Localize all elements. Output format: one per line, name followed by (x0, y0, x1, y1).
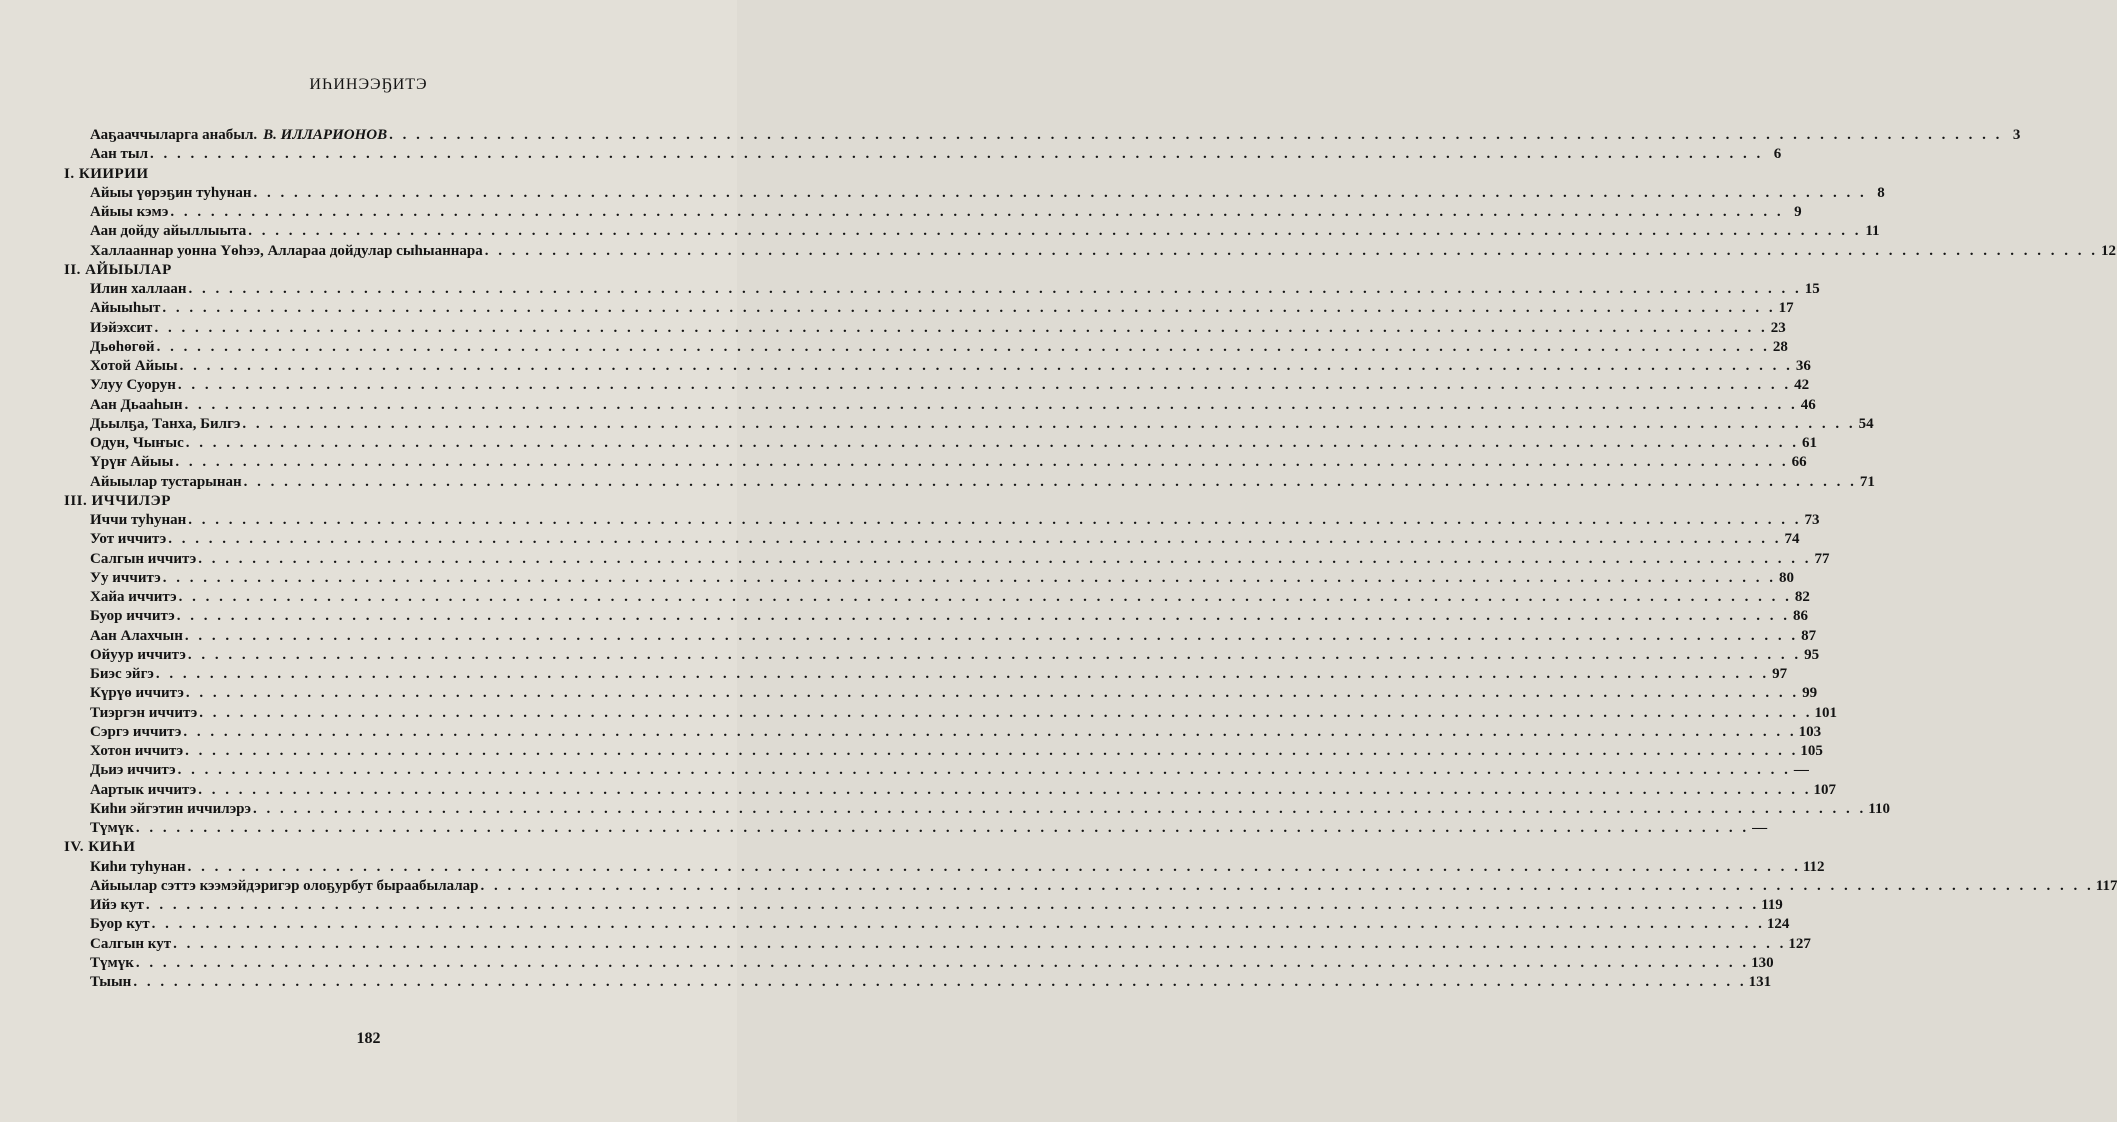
toc-section-heading (64, 492, 684, 511)
toc-leader-dots: . . . . . . . . . . . . . . . . . . . . . . . . . . . . . . . . . . . . . . . . . . . . . . . . . . . . . . . . . . . . . . . . . . . . . . . . . . . . . . . . . . . . . . . . . . . . . . . . . . . . . . . . . . . . . . . . . . . . . . . . (242, 415, 1856, 432)
toc-entry (64, 877, 2117, 896)
toc-entry-title: Салгын иччитэ (90, 550, 197, 567)
toc-entry (64, 434, 1818, 453)
toc-entry-title: Түмүк (90, 820, 134, 836)
toc-leader-dots: . . . . . . . . . . . . . . . . . . . . . . . . . . . . . . . . . . . . . . . . . . . . . . . . . . . . . . . . . . . . . . . . . . . . . . . . . . . . . . . . . . . . . . . . . . . . . . . . . . . . . . . . . . . . . . . . . . . . . . . . (198, 550, 1812, 567)
toc-leader-dots: . . . . . . . . . . . . . . . . . . . . . . . . . . . . . . . . . . . . . . . . . . . . . . . . . . . . . . . . . . . . . . . . . . . . . . . . . . . . . . . . . . . . . . . . . . . . . . . . . . . . . . . . . . . . . . . . . . . . . . . . (135, 820, 1750, 836)
toc-page-number: 110 (1868, 800, 1890, 817)
toc-leader-dots: . . . . . . . . . . . . . . . . . . . . . . . . . . . . . . . . . . . . . . . . . . . . . . . . . . . . . . . . . . . . . . . . . . . . . . . . . . . . . . . . . . . . . . . . . . . . . . . . . . . . . . . . . . . . . . . . . . . . . . . . (150, 146, 1764, 163)
toc-entry-title: Тиэргэн иччитэ (90, 704, 198, 721)
toc-entry (64, 338, 1788, 357)
toc-entry-title: Аан Алахчын (90, 627, 183, 644)
toc-page-number: 103 (1798, 723, 1822, 740)
toc-page-number: 74 (1784, 531, 1800, 548)
toc-page-number: 99 (1802, 685, 1818, 702)
toc-leader-dots: . . . . . . . . . . . . . . . . . . . . . . . . . . . . . . . . . . . . . . . . . . . . . . . . . . . . . . . . . . . . . . . . . . . . . . . . . . . . . . . . . . . . . . . . . . . . . . . . . . . . . . . . . . . . . . . . . . . . . . . . (177, 377, 1792, 394)
toc-entry-title: Үрүҥ Айыы (90, 454, 174, 471)
toc-page-number: 101 (1814, 704, 1837, 721)
toc-entry (64, 761, 1809, 780)
toc-leader-dots: . . . . . . . . . . . . . . . . . . . . . . . . . . . . . . . . . . . . . . . . . . . . . . . . . . . . . . . . . . . . . . . . . . . . . . . . . . . . . . . . . . . . . . . . . . . . . . . . . . . . . . . . . . . . . . . . . . . . . . . . (154, 319, 1768, 336)
toc-entry-title: Илин халлаан (90, 281, 187, 297)
toc-entry-title: Айыылар сэттэ кээмэйдэригэр олоҕурбут быраабылалар (90, 877, 479, 894)
toc-page-number: 87 (1801, 627, 1817, 644)
toc-entry-title: Буор кут (90, 916, 150, 933)
toc-entry-title: Халлааннар уонна Үөһээ, Аллараа дойдулар сыһыаннара (90, 242, 483, 259)
toc-entry (64, 145, 1782, 164)
toc-entry-title: Аан Дьааһын (90, 396, 183, 413)
toc-entry-title: Түмүк (90, 954, 134, 971)
toc-leader-dots: . . . . . . . . . . . . . . . . . . . . . . . . . . . . . . . . . . . . . . . . . . . . . . . . . . . . . . . . . . . . . . . . . . . . . . . . . . . . . . . . . . . . . . . . . . . . . . . . . . . . . . . . . . . . . . . . . . . . . . . . (389, 127, 2003, 143)
toc-leader-dots: . . . . . . . . . . . . . . . . . . . . . . . . . . . . . . . . . . . . . . . . . . . . . . . . . . . . . . . . . . . . . . . . . . . . . . . . . . . . . . . . . . . . . . . . . . . . . . . . . . . . . . . . . . . . . . . . . . . . . . . . (179, 358, 1793, 374)
toc-leader-dots: . . . . . . . . . . . . . . . . . . . . . . . . . . . . . . . . . . . . . . . . . . . . . . . . . . . . . . . . . . . . . . . . . . . . . . . . . . . . . . . . . . . . . . . . . . . . . . . . . . . . . . . . . . . . . . . . . . . . . . . . (184, 627, 1799, 644)
toc-entry-title: Хотой Айыы (90, 358, 178, 374)
toc-entry-title: Ааҕааччыларга анабыл. (90, 127, 258, 143)
toc-page-number: 131 (1748, 974, 1772, 990)
toc-page-number: 112 (1802, 858, 1825, 875)
toc-entry (64, 203, 1802, 222)
toc-entry (64, 396, 1816, 415)
toc-page-number: 86 (1792, 608, 1808, 625)
toc-section-heading (64, 261, 684, 280)
toc-entry (64, 415, 1874, 434)
toc-entry-title: Уу иччитэ (90, 569, 161, 586)
toc-page-number: 117 (2095, 877, 2117, 894)
toc-entry-title: Хотон иччитэ (90, 743, 184, 759)
toc-entry-title: Айыыһыт (90, 300, 161, 317)
toc-entry (64, 242, 2116, 261)
toc-entry-title: I. КИИРИИ (64, 165, 149, 182)
toc-entry (64, 299, 1794, 318)
toc-entry (64, 126, 2021, 145)
toc-page-number: 11 (1865, 223, 1880, 240)
toc-entry (64, 550, 1830, 569)
toc-leader-dots: . . . . . . . . . . . . . . . . . . . . . . . . . . . . . . . . . . . . . . . . . . . . . . . . . . . . . . . . . . . . . . . . . . . . . . . . . . . . . . . . . . . . . . . . . . . . . . . . . . . . . . . . . . . . . . . . . . . . . . . . (198, 781, 1812, 798)
toc-page-number: 61 (1802, 435, 1818, 451)
toc-entry (64, 511, 1820, 530)
toc-leader-dots: . . . . . . . . . . . . . . . . . . . . . . . . . . . . . . . . . . . . . . . . . . . . . . . . . . . . . . . . . . . . . . . . . . . . . . . . . . . . . . . . . . . . . . . . . . . . . . . . . . . . . . . . . . . . . . . . . . . . . . . . (484, 242, 2098, 259)
toc-entry (64, 896, 1783, 915)
toc-leader-dots: . . . . . . . . . . . . . . . . . . . . . . . . . . . . . . . . . . . . . . . . . . . . . . . . . . . . . . . . . . . . . . . . . . . . . . . . . . . . . . . . . . . . . . . . . . . . . . . . . . . . . . . . . . . . . . . . . . . . . . . . (253, 800, 1867, 817)
toc-entry-title: Айыы үөрэҕин туһунан (90, 184, 252, 201)
toc-leader-dots: . . . . . . . . . . . . . . . . . . . . . . . . . . . . . . . . . . . . . . . . . . . . . . . . . . . . . . . . . . . . . . . . . . . . . . . . . . . . . . . . . . . . . . . . . . . . . . . . . . . . . . . . . . . . . . . . . . . . . . . . (177, 762, 1791, 779)
toc-leader-dots: . . . . . . . . . . . . . . . . . . . . . . . . . . . . . . . . . . . . . . . . . . . . . . . . . . . . . . . . . . . . . . . . . . . . . . . . . . . . . . . . . . . . . . . . . . . . . . . . . . . . . . . . . . . . . . . . . . . . . . . . (162, 569, 1776, 586)
toc-leader-dots: . . . . . . . . . . . . . . . . . . . . . . . . . . . . . . . . . . . . . . . . . . . . . . . . . . . . . . . . . . . . . . . . . . . . . . . . . . . . . . . . . . . . . . . . . . . . . . . . . . . . . . . . . . . . . . . . . . . . . . . . (133, 974, 1747, 990)
toc-leader-dots: . . . . . . . . . . . . . . . . . . . . . . . . . . . . . . . . . . . . . . . . . . . . . . . . . . . . . . . . . . . . . . . . . . . . . . . . . . . . . . . . . . . . . . . . . . . . . . . . . . . . . . . . . . . . . . . . . . . . . . . . (155, 666, 1770, 682)
toc-entry (64, 319, 1786, 338)
toc-entry-title: Киһи туһунан (90, 858, 186, 875)
toc-leader-dots: . . . . . . . . . . . . . . . . . . . . . . . . . . . . . . . . . . . . . . . . . . . . . . . . . . . . . . . . . . . . . . . . . . . . . . . . . . . . . . . . . . . . . . . . . . . . . . . . . . . . . . . . . . . . . . . . . . . . . . . . (199, 704, 1813, 721)
toc-leader-dots: . . . . . . . . . . . . . . . . . . . . . . . . . . . . . . . . . . . . . . . . . . . . . . . . . . . . . . . . . . . . . . . . . . . . . . . . . . . . . . . . . . . . . . . . . . . . . . . . . . . . . . . . . . . . . . . . . . . . . . . . (168, 531, 1782, 548)
toc-page-number: 12 (2100, 242, 2116, 259)
page-title: ИҺИНЭЭҔИТЭ (309, 76, 428, 93)
toc-leader-dots: . . . . . . . . . . . . . . . . . . . . . . . . . . . . . . . . . . . . . . . . . . . . . . . . . . . . . . . . . . . . . . . . . . . . . . . . . . . . . . . . . . . . . . . . . . . . . . . . . . . . . . . . . . . . . . . . . . . . . . . . (183, 723, 1797, 740)
toc-leader-dots: . . . . . . . . . . . . . . . . . . . . . . . . . . . . . . . . . . . . . . . . . . . . . . . . . . . . . . . . . . . . . . . . . . . . . . . . . . . . . . . . . . . . . . . . . . . . . . . . . . . . . . . . . . . . . . . . . . . . . . . . (185, 685, 1800, 702)
toc-entry-title: Киһи эйгэтин иччилэрэ (90, 800, 252, 817)
toc-entry (64, 742, 1823, 761)
toc-page-number: 28 (1772, 338, 1788, 355)
toc-entry (64, 222, 1880, 241)
toc-page-number: 6 (1773, 146, 1782, 163)
toc-entry (64, 646, 1820, 665)
toc-entry (64, 473, 1875, 492)
toc-entry-title: Хайа иччитэ (90, 589, 177, 605)
toc-entry (64, 723, 1822, 742)
toc-leader-dots: . . . . . . . . . . . . . . . . . . . . . . . . . . . . . . . . . . . . . . . . . . . . . . . . . . . . . . . . . . . . . . . . . . . . . . . . . . . . . . . . . . . . . . . . . . . . . . . . . . . . . . . . . . . . . . . . . . . . . . . . (175, 454, 1789, 471)
toc-leader-dots: . . . . . . . . . . . . . . . . . . . . . . . . . . . . . . . . . . . . . . . . . . . . . . . . . . . . . . . . . . . . . . . . . . . . . . . . . . . . . . . . . . . . . . . . . . . . . . . . . . . . . . . . . . . . . . . . . . . . . . . . (185, 743, 1799, 759)
toc-entry-author: В. ИЛЛАРИОНОВ (263, 127, 388, 143)
toc-page-number: 82 (1794, 589, 1810, 605)
toc-leader-dots: . . . . . . . . . . . . . . . . . . . . . . . . . . . . . . . . . . . . . . . . . . . . . . . . . . . . . . . . . . . . . . . . . . . . . . . . . . . . . . . . . . . . . . . . . . . . . . . . . . . . . . . . . . . . . . . . . . . . . . . . (253, 184, 1867, 201)
toc-entry (64, 781, 1836, 800)
toc-entry-title: Салгын кут (90, 935, 172, 952)
toc-entry-title: Дьөһөгөй (90, 338, 155, 355)
toc-entry (64, 588, 1810, 607)
toc-section-heading (64, 838, 684, 857)
toc-entry-title: II. АЙЫЫЛАР (64, 261, 172, 278)
toc-entry (64, 973, 1772, 992)
toc-entry (64, 376, 1810, 395)
toc-page-number: 77 (1814, 550, 1830, 567)
toc-leader-dots: . . . . . . . . . . . . . . . . . . . . . . . . . . . . . . . . . . . . . . . . . . . . . . . . . . . . . . . . . . . . . . . . . . . . . . . . . . . . . . . . . . . . . . . . . . . . . . . . . . . . . . . . . . . . . . . . . . . . . . . . (184, 396, 1798, 413)
toc-page-number: 23 (1770, 319, 1786, 336)
toc-entry (64, 935, 1811, 954)
toc-leader-dots: . . . . . . . . . . . . . . . . . . . . . . . . . . . . . . . . . . . . . . . . . . . . . . . . . . . . . . . . . . . . . . . . . . . . . . . . . . . . . . . . . . . . . . . . . . . . . . . . . . . . . . . . . . . . . . . . . . . . . . . . (243, 473, 1857, 490)
toc-page-number: 119 (1761, 897, 1783, 913)
toc-page-number: 71 (1859, 473, 1875, 490)
toc-page-number: 105 (1800, 743, 1823, 759)
toc-page-number: 36 (1795, 358, 1811, 374)
toc-entry (64, 607, 1808, 626)
toc-page-number: 46 (1800, 396, 1816, 413)
toc-entry (64, 915, 1790, 934)
toc-entry-title: Күрүө иччитэ (90, 685, 184, 702)
toc-entry (64, 627, 1817, 646)
toc-entry-title: Иччи туһунан (90, 512, 187, 528)
toc-entry-title: Аан дойду айыллыыта (90, 223, 247, 240)
toc-entry-title: Аартык иччитэ (90, 781, 197, 798)
toc-leader-dots: . . . . . . . . . . . . . . . . . . . . . . . . . . . . . . . . . . . . . . . . . . . . . . . . . . . . . . . . . . . . . . . . . . . . . . . . . . . . . . . . . . . . . . . . . . . . . . . . . . . . . . . . . . . . . . . . . . . . . . . . (170, 204, 1784, 220)
toc-leader-dots: . . . . . . . . . . . . . . . . . . . . . . . . . . . . . . . . . . . . . . . . . . . . . . . . . . . . . . . . . . . . . . . . . . . . . . . . . . . . . . . . . . . . . . . . . . . . . . . . . . . . . . . . . . . . . . . . . . . . . . . . (173, 935, 1787, 952)
toc-page-number: 107 (1813, 781, 1836, 798)
toc-page-number: 73 (1804, 512, 1820, 528)
toc-leader-dots: . . . . . . . . . . . . . . . . . . . . . . . . . . . . . . . . . . . . . . . . . . . . . . . . . . . . . . . . . . . . . . . . . . . . . . . . . . . . . . . . . . . . . . . . . . . . . . . . . . . . . . . . . . . . . . . . . . . . . . . . (151, 916, 1765, 933)
toc-entry-title: III. ИЧЧИЛЭР (64, 492, 171, 509)
toc-entry-title: Сэргэ иччитэ (90, 723, 182, 740)
toc-page-number: — (1793, 762, 1809, 779)
toc-page-number: 127 (1788, 935, 1811, 952)
toc-page-number: 124 (1766, 916, 1790, 933)
toc-leader-dots: . . . . . . . . . . . . . . . . . . . . . . . . . . . . . . . . . . . . . . . . . . . . . . . . . . . . . . . . . . . . . . . . . . . . . . . . . . . . . . . . . . . . . . . . . . . . . . . . . . . . . . . . . . . . . . . . . . . . . . . . (135, 954, 1750, 971)
toc-page-number: 9 (1794, 204, 1802, 220)
toc-entry (64, 954, 1774, 973)
toc-entry-title: Ийэ кут (90, 897, 144, 913)
toc-page-number: 8 (1877, 184, 1885, 201)
toc-entry (64, 800, 1890, 819)
toc-entry (64, 453, 1807, 472)
toc-leader-dots: . . . . . . . . . . . . . . . . . . . . . . . . . . . . . . . . . . . . . . . . . . . . . . . . . . . . . . . . . . . . . . . . . . . . . . . . . . . . . . . . . . . . . . . . . . . . . . . . . . . . . . . . . . . . . . . . . . . . . . . . (188, 512, 1802, 528)
toc-entry (64, 704, 1837, 723)
toc-entry-title: Буор иччитэ (90, 608, 175, 625)
toc-leader-dots: . . . . . . . . . . . . . . . . . . . . . . . . . . . . . . . . . . . . . . . . . . . . . . . . . . . . . . . . . . . . . . . . . . . . . . . . . . . . . . . . . . . . . . . . . . . . . . . . . . . . . . . . . . . . . . . . . . . . . . . . (480, 877, 2094, 894)
toc-page-number: 54 (1858, 415, 1874, 432)
toc-page-number: 3 (2012, 127, 2021, 143)
toc-entry-title: Айыылар тустарынан (90, 473, 242, 490)
toc-leader-dots: . . . . . . . . . . . . . . . . . . . . . . . . . . . . . . . . . . . . . . . . . . . . . . . . . . . . . . . . . . . . . . . . . . . . . . . . . . . . . . . . . . . . . . . . . . . . . . . . . . . . . . . . . . . . . . . . . . . . . . . . (248, 223, 1862, 240)
table-of-contents (64, 126, 2117, 992)
toc-leader-dots: . . . . . . . . . . . . . . . . . . . . . . . . . . . . . . . . . . . . . . . . . . . . . . . . . . . . . . . . . . . . . . . . . . . . . . . . . . . . . . . . . . . . . . . . . . . . . . . . . . . . . . . . . . . . . . . . . . . . . . . . (188, 281, 1802, 297)
toc-page-number: 95 (1804, 646, 1820, 663)
toc-leader-dots: . . . . . . . . . . . . . . . . . . . . . . . . . . . . . . . . . . . . . . . . . . . . . . . . . . . . . . . . . . . . . . . . . . . . . . . . . . . . . . . . . . . . . . . . . . . . . . . . . . . . . . . . . . . . . . . . . . . . . . . . (178, 589, 1792, 605)
toc-entry (64, 684, 1818, 703)
toc-leader-dots: . . . . . . . . . . . . . . . . . . . . . . . . . . . . . . . . . . . . . . . . . . . . . . . . . . . . . . . . . . . . . . . . . . . . . . . . . . . . . . . . . . . . . . . . . . . . . . . . . . . . . . . . . . . . . . . . . . . . . . . . (162, 300, 1776, 317)
toc-entry-title: Ойуур иччитэ (90, 646, 186, 663)
toc-entry-title: IV. КИҺИ (64, 839, 136, 856)
toc-section-heading (64, 165, 684, 184)
toc-entry-title: Иэйэхсит (90, 319, 153, 336)
toc-page-number: 130 (1751, 954, 1774, 971)
toc-leader-dots: . . . . . . . . . . . . . . . . . . . . . . . . . . . . . . . . . . . . . . . . . . . . . . . . . . . . . . . . . . . . . . . . . . . . . . . . . . . . . . . . . . . . . . . . . . . . . . . . . . . . . . . . . . . . . . . . . . . . . . . . (145, 897, 1760, 913)
toc-page-number: 17 (1778, 300, 1794, 317)
toc-entry (64, 530, 1800, 549)
toc-entry-title: Уот иччитэ (90, 531, 167, 548)
toc-entry-title: Аан тыл (90, 146, 149, 163)
toc-entry-title: Айыы кэмэ (90, 204, 169, 220)
toc-entry (64, 819, 1768, 838)
toc-entry-title: Одун, Чыҥыс (90, 435, 184, 451)
toc-entry (64, 280, 1820, 299)
page-number: 182 (356, 1030, 381, 1047)
toc-entry (64, 665, 1788, 684)
toc-entry (64, 184, 1885, 203)
toc-entry-title: Улуу Суорун (90, 377, 176, 394)
toc-leader-dots: . . . . . . . . . . . . . . . . . . . . . . . . . . . . . . . . . . . . . . . . . . . . . . . . . . . . . . . . . . . . . . . . . . . . . . . . . . . . . . . . . . . . . . . . . . . . . . . . . . . . . . . . . . . . . . . . . . . . . . . . (185, 435, 1800, 451)
toc-page-number: — (1752, 820, 1768, 836)
toc-page-number: 42 (1794, 377, 1810, 394)
toc-leader-dots: . . . . . . . . . . . . . . . . . . . . . . . . . . . . . . . . . . . . . . . . . . . . . . . . . . . . . . . . . . . . . . . . . . . . . . . . . . . . . . . . . . . . . . . . . . . . . . . . . . . . . . . . . . . . . . . . . . . . . . . . (187, 858, 1801, 875)
toc-entry-title: Дьиэ иччитэ (90, 762, 176, 779)
toc-entry (64, 357, 1811, 376)
toc-entry-title: Дьылҕа, Танха, Билгэ (90, 415, 241, 432)
toc-entry-title: Биэс эйгэ (90, 666, 154, 682)
toc-entry (64, 858, 1825, 877)
toc-page-number: 97 (1772, 666, 1788, 682)
toc-leader-dots: . . . . . . . . . . . . . . . . . . . . . . . . . . . . . . . . . . . . . . . . . . . . . . . . . . . . . . . . . . . . . . . . . . . . . . . . . . . . . . . . . . . . . . . . . . . . . . . . . . . . . . . . . . . . . . . . . . . . . . . . (176, 608, 1790, 625)
toc-page-number: 80 (1778, 569, 1794, 586)
toc-entry (64, 569, 1794, 588)
toc-leader-dots: . . . . . . . . . . . . . . . . . . . . . . . . . . . . . . . . . . . . . . . . . . . . . . . . . . . . . . . . . . . . . . . . . . . . . . . . . . . . . . . . . . . . . . . . . . . . . . . . . . . . . . . . . . . . . . . . . . . . . . . . (156, 338, 1770, 355)
toc-entry-title: Тыын (90, 974, 132, 990)
toc-page-number: 66 (1791, 454, 1807, 471)
toc-leader-dots: . . . . . . . . . . . . . . . . . . . . . . . . . . . . . . . . . . . . . . . . . . . . . . . . . . . . . . . . . . . . . . . . . . . . . . . . . . . . . . . . . . . . . . . . . . . . . . . . . . . . . . . . . . . . . . . . . . . . . . . . (187, 646, 1802, 663)
toc-page-number: 15 (1804, 281, 1820, 297)
